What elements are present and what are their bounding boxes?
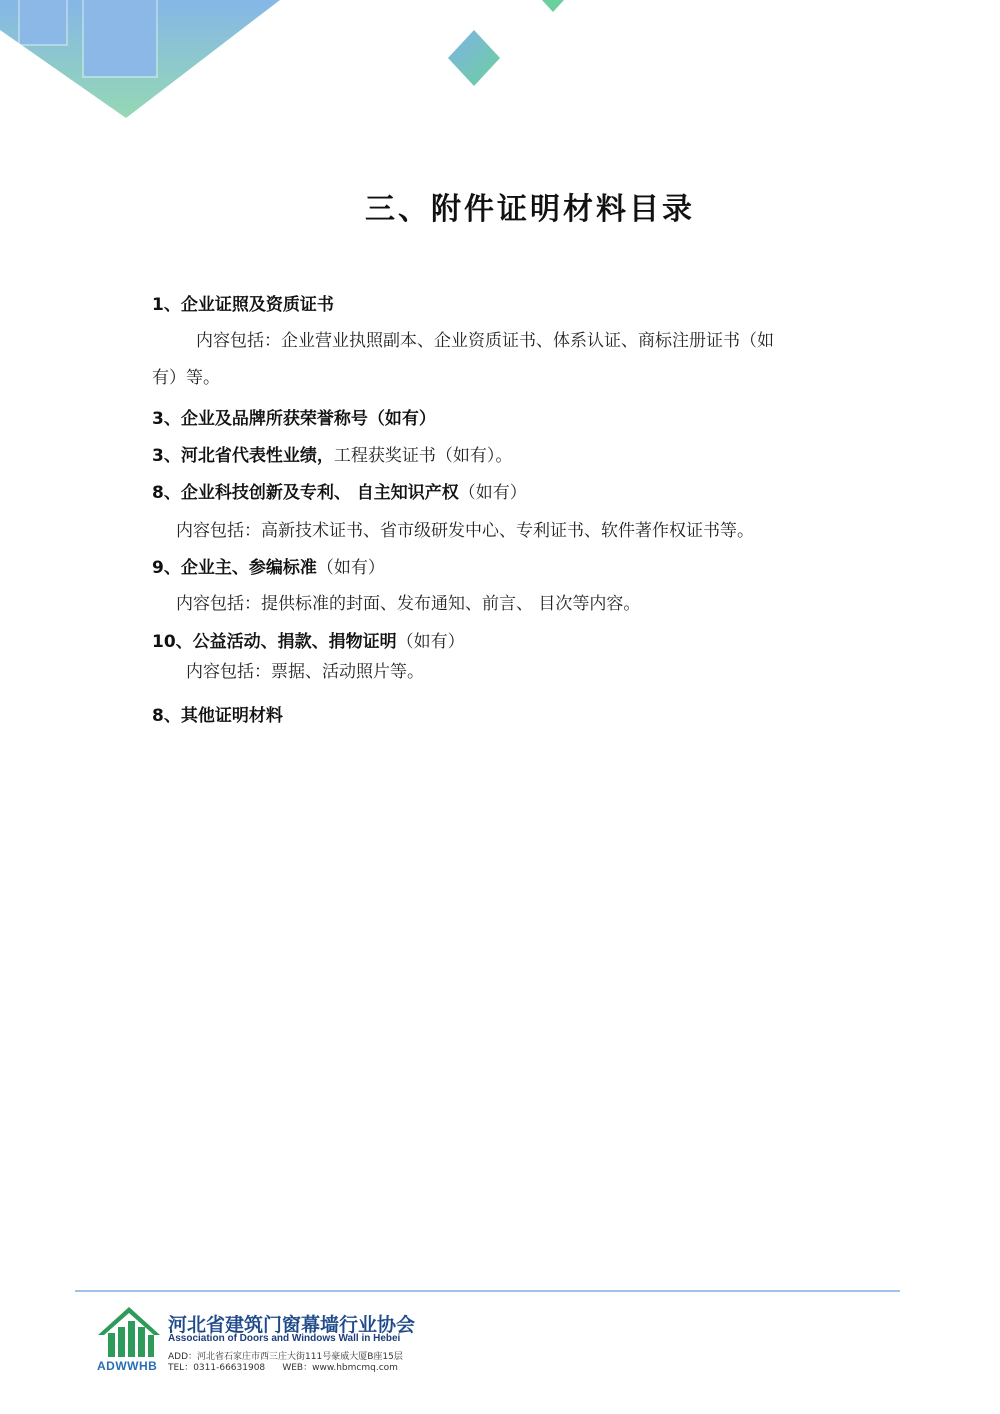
- section-desc: 内容包括：企业营业执照副本、企业资质证书、体系认证、商标注册证书（如: [196, 331, 774, 351]
- section-note: （如有）: [316, 558, 385, 578]
- organization-tel: TEL：0311-66631908: [168, 1363, 266, 1373]
- section-6: [152, 630, 465, 654]
- section-heading: 8、企业科技创新及专利、 自主知识产权: [152, 483, 459, 503]
- page-title: 三、附件证明材料目录: [365, 192, 695, 227]
- section-1: [152, 293, 334, 317]
- organization-name: 河北省建筑门窗幕墙行业协会: [168, 1314, 416, 1336]
- section-4: [152, 481, 527, 505]
- section-note: （如有）: [458, 483, 527, 503]
- section-heading: 3、企业及品牌所获荣誉称号（如有）: [152, 409, 436, 429]
- section-desc: 内容包括：提供标准的封面、发布通知、前言、 目次等内容。: [176, 594, 641, 614]
- organization-address: ADD：河北省石家庄市西三庄大街111号豪威大厦B座15层: [168, 1352, 403, 1362]
- section-note: （如有）: [396, 632, 465, 652]
- section-desc: 内容包括：票据、活动照片等。: [186, 662, 424, 682]
- section-2: [152, 407, 436, 431]
- section-heading: 3、河北省代表性业绩，: [152, 446, 334, 466]
- section-note: 工程获奖证书（如有）。: [333, 446, 513, 466]
- section-heading: 10、公益活动、捐款、捐物证明: [152, 632, 397, 652]
- organization-web: WEB：www.hbmcmq.com: [282, 1363, 398, 1373]
- section-desc: 内容包括：高新技术证书、省市级研发中心、专利证书、软件著作权证书等。: [176, 521, 754, 541]
- organization-name-english: Association of Doors and Windows Wall in Hebei: [168, 1333, 401, 1344]
- section-heading: 8、其他证明材料: [152, 706, 283, 726]
- section-5: [152, 556, 385, 580]
- organization-contact: [168, 1360, 398, 1373]
- section-7: [152, 704, 283, 728]
- section-heading: 9、企业主、参编标准: [152, 558, 317, 578]
- header-decoration: [0, 0, 600, 130]
- logo-abbreviation: ADWWHB: [97, 1359, 158, 1373]
- footer-divider: [75, 1290, 900, 1292]
- section-desc-cont: 有）等。: [152, 368, 220, 388]
- section-heading: 1、企业证照及资质证书: [152, 295, 334, 315]
- association-logo-icon: [96, 1305, 162, 1359]
- section-3: [152, 444, 512, 468]
